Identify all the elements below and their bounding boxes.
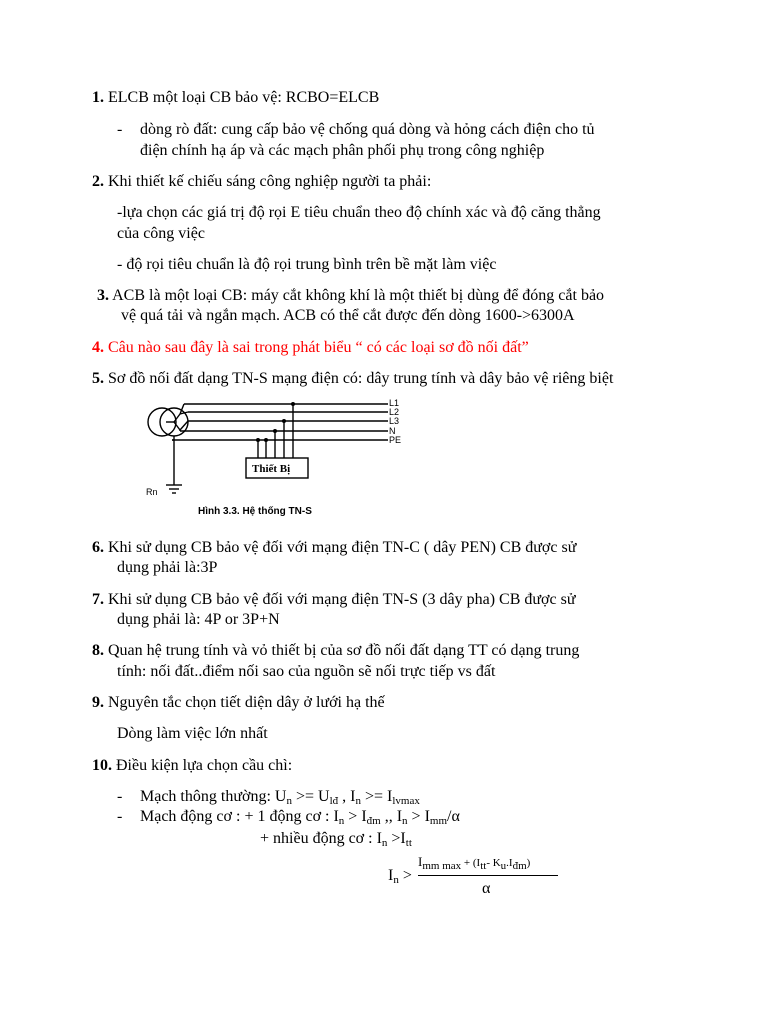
formula-subscript: n	[393, 874, 399, 886]
formula-subscript: u	[500, 860, 507, 872]
formula-normal-circuit	[140, 787, 420, 807]
question-9	[92, 693, 385, 713]
answer-text: tính: nối đất..điểm nối sao của nguồn sẽ nối trực tiếp vs đất	[117, 663, 496, 680]
answer-text: của công việc	[117, 225, 205, 242]
answer-dash: -	[117, 121, 123, 138]
formula-operator: + (I	[461, 857, 481, 869]
question-number: 4.	[92, 339, 104, 356]
formula-operator: /α	[447, 808, 460, 825]
answer-text: Dòng làm việc lớn nhất	[117, 725, 268, 742]
answer-text: dòng rò đất: cung cấp bảo vệ chống quá dòng và hỏng cách điện cho tủ	[140, 121, 595, 138]
formula-subscript: lđ	[329, 795, 339, 807]
question-number: 10.	[92, 757, 112, 774]
formula-denominator: α	[482, 880, 491, 897]
formula-symbol: I	[418, 854, 423, 869]
question-number: 9.	[92, 694, 104, 711]
question-number: 5.	[92, 370, 104, 387]
formula-subscript: n	[355, 795, 361, 807]
formula-subscript: n	[286, 795, 292, 807]
formula-operator: >= I	[360, 788, 393, 805]
formula-subscript: n	[338, 815, 345, 827]
question-text: Khi thiết kế chiếu sáng công nghiệp người ta phải:	[108, 173, 432, 190]
formula-subscript: n	[381, 837, 388, 849]
formula-subscript: n	[402, 815, 408, 827]
question-8	[92, 641, 579, 661]
formula-subscript: đm	[512, 860, 527, 872]
formula-multi-motor	[260, 829, 412, 849]
question-10	[92, 756, 292, 776]
formula-label: + nhiều động cơ : I	[260, 830, 382, 847]
question-text: Khi sử dụng CB bảo vệ đối với mạng điện TN-S (3 dây pha) CB được sử	[108, 591, 576, 608]
question-4	[92, 338, 529, 358]
question-number: 1.	[92, 89, 104, 106]
bus-label-n: N	[389, 426, 396, 436]
figure-caption: Hình 3.3. Hệ thống TN-S	[198, 506, 312, 517]
fraction-bar	[418, 875, 558, 876]
formula-operator: - K	[486, 857, 501, 869]
question-5	[92, 369, 613, 389]
question-2	[92, 172, 431, 192]
formula-operator: .I	[506, 857, 513, 869]
question-1	[92, 88, 379, 108]
answer-text: vệ quá tải và ngắn mạch. ACB có thể cắt được đến dòng 1600->6300A	[121, 307, 575, 324]
answer-text: -lựa chọn các giá trị độ rọi E tiêu chuẩn theo độ chính xác và độ căng thẳng	[117, 204, 601, 221]
question-text: ACB là một loại CB: máy cắt không khí là một thiết bị dùng để đóng cắt bảo	[112, 287, 605, 304]
answer-text: điện chính hạ áp và các mạch phân phối phụ trong công nghiệp	[140, 142, 545, 159]
formula-symbol: I	[388, 867, 394, 884]
formula-subscript: lvmax	[392, 795, 420, 807]
answer-text: dụng phải là: 4P or 3P+N	[117, 611, 280, 628]
formula-operator: > I	[344, 808, 367, 825]
formula-subscript: mm max	[422, 860, 462, 872]
bus-label-l3: L3	[389, 416, 400, 426]
question-6	[92, 538, 576, 558]
formula-fraction-lhs	[388, 866, 412, 886]
formula-label: Mạch thông thường:	[140, 788, 275, 805]
formula-operator: ,, I	[380, 808, 403, 825]
question-3	[97, 286, 604, 306]
device-label: Thiết Bị	[252, 463, 291, 475]
formula-subscript: đm	[366, 815, 381, 827]
question-text: Điều kiện lựa chọn cầu chì:	[116, 757, 293, 774]
bus-label-l2: L2	[389, 407, 400, 417]
formula-operator: , I	[338, 788, 356, 805]
question-text: Câu nào sau đây là sai trong phát biểu “ có các loại sơ đồ nối đất”	[108, 339, 529, 356]
answer-text: - độ rọi tiêu chuẩn là độ rọi trung bình trên bề mặt làm việc	[117, 256, 497, 273]
formula-subscript: mm	[429, 815, 448, 827]
question-number: 7.	[92, 591, 104, 608]
question-number: 6.	[92, 539, 104, 556]
answer-text: dụng phải là:3P	[117, 559, 218, 576]
question-text: Nguyên tắc chọn tiết diện dây ở lưới hạ thế	[108, 694, 385, 711]
formula-operator: >	[398, 867, 412, 884]
ground-label: Rn	[146, 487, 158, 497]
question-text: Khi sử dụng CB bảo vệ đối với mạng điện TN-C ( dây PEN) CB được sử	[108, 539, 577, 556]
formula-subscript: tt	[480, 860, 487, 872]
bus-label-pe: PE	[389, 435, 402, 445]
bus-label-l1: L1	[389, 398, 400, 408]
tn-s-diagram	[130, 390, 420, 520]
question-text: Quan hệ trung tính và vỏ thiết bị của sơ đồ nối đất dạng TT có dạng trung	[108, 642, 580, 659]
formula-dash: -	[117, 788, 123, 805]
formula-label: Mạch động cơ : + 1 động cơ : I	[140, 808, 339, 825]
formula-operator: > I	[407, 808, 430, 825]
formula-operator: )	[526, 857, 531, 869]
formula-motor-circuit	[140, 807, 460, 827]
formula-dash: -	[117, 808, 123, 825]
formula-subscript: tt	[405, 837, 412, 849]
question-number: 3.	[97, 287, 109, 304]
formula-symbol: U	[274, 788, 287, 805]
formula-numerator	[418, 852, 530, 873]
question-number: 2.	[92, 173, 104, 190]
formula-operator: >I	[387, 830, 406, 847]
question-number: 8.	[92, 642, 104, 659]
question-text: Sơ đồ nối đất dạng TN-S mạng điện có: dây trung tính và dây bảo vệ riêng biệt	[108, 370, 614, 387]
question-7	[92, 590, 576, 610]
question-text: ELCB một loại CB bảo vệ: RCBO=ELCB	[108, 89, 380, 106]
formula-operator: >= U	[291, 788, 330, 805]
